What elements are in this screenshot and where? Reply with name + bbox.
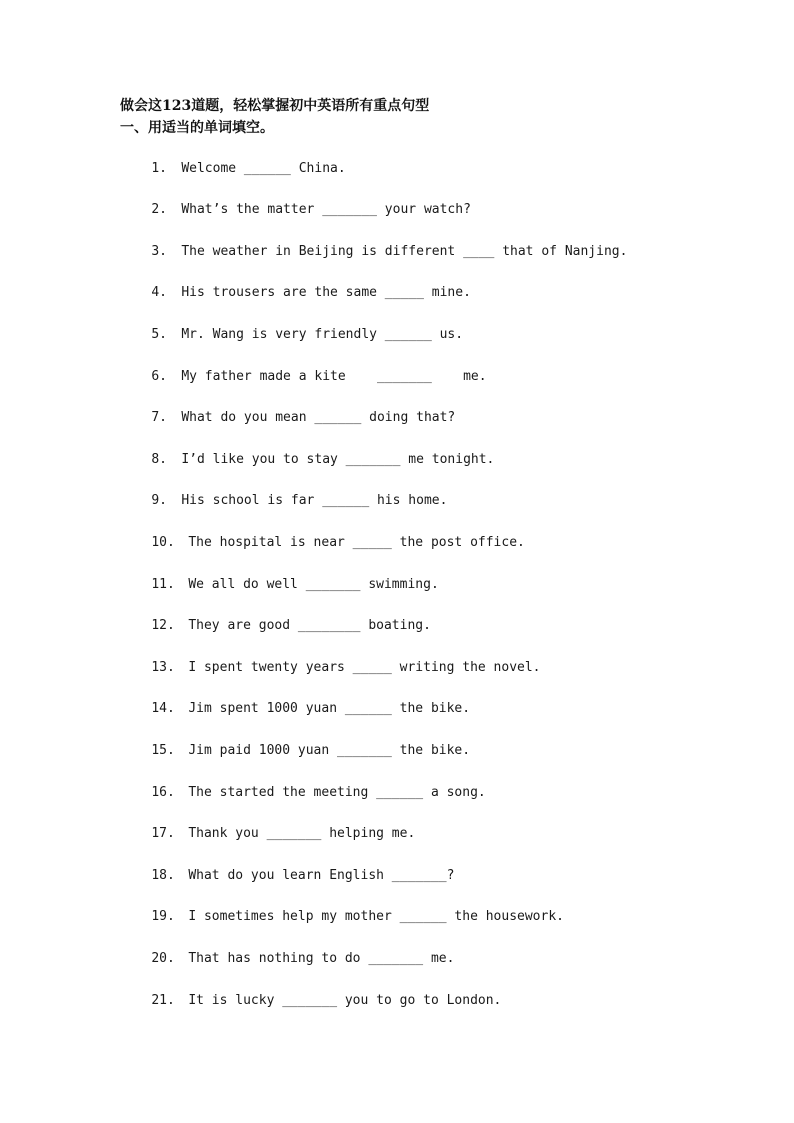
question-text: It is lucky _______ you to go to London. bbox=[188, 993, 502, 1008]
question-number: 14. bbox=[151, 701, 175, 716]
question-text: The hospital is near _____ the post office. bbox=[188, 535, 525, 550]
question-number: 4. bbox=[151, 285, 167, 300]
question-text: His school is far ______ his home. bbox=[181, 493, 448, 508]
question-number: 3. bbox=[151, 244, 167, 259]
question-item bbox=[120, 347, 487, 384]
question-number: 7. bbox=[151, 410, 167, 425]
question-text: I sometimes help my mother ______ the housework. bbox=[188, 909, 564, 924]
question-number: 12. bbox=[151, 618, 175, 633]
question-item bbox=[120, 222, 628, 259]
question-text: The weather in Beijing is different ____ that of Nanjing. bbox=[181, 244, 628, 259]
question-item bbox=[120, 638, 541, 675]
question-number: 11. bbox=[151, 577, 175, 592]
question-number: 18. bbox=[151, 868, 175, 883]
question-text: I’d like you to stay _______ me tonight. bbox=[181, 452, 495, 467]
question-text: What do you mean ______ doing that? bbox=[181, 410, 456, 425]
question-text: We all do well _______ swimming. bbox=[188, 577, 439, 592]
question-item bbox=[120, 846, 455, 883]
question-text: Jim paid 1000 yuan _______ the bike. bbox=[188, 743, 471, 758]
question-text: They are good ________ boating. bbox=[188, 618, 431, 633]
question-number: 21. bbox=[151, 993, 175, 1008]
question-number: 15. bbox=[151, 743, 175, 758]
question-text: Thank you _______ helping me. bbox=[188, 826, 416, 841]
question-text: What do you learn English _______? bbox=[188, 868, 455, 883]
question-item bbox=[120, 180, 471, 217]
question-item bbox=[120, 513, 525, 550]
question-text: His trousers are the same _____ mine. bbox=[181, 285, 471, 300]
question-item bbox=[120, 804, 416, 841]
question-text: My father made a kite _______ me. bbox=[181, 369, 487, 384]
question-item bbox=[120, 971, 502, 1008]
question-item bbox=[120, 305, 464, 342]
question-text: Mr. Wang is very friendly ______ us. bbox=[181, 327, 464, 342]
question-text: The started the meeting ______ a song. bbox=[188, 785, 486, 800]
question-item bbox=[120, 388, 456, 425]
question-text: I spent twenty years _____ writing the novel. bbox=[188, 660, 541, 675]
question-number: 17. bbox=[151, 826, 175, 841]
question-item bbox=[120, 471, 448, 508]
question-number: 13. bbox=[151, 660, 175, 675]
question-item bbox=[120, 721, 471, 758]
question-number: 9. bbox=[151, 493, 167, 508]
question-item bbox=[120, 929, 455, 966]
question-number: 16. bbox=[151, 785, 175, 800]
question-item bbox=[120, 679, 471, 716]
question-item bbox=[120, 263, 471, 300]
question-text: Jim spent 1000 yuan ______ the bike. bbox=[188, 701, 471, 716]
question-item bbox=[120, 430, 495, 467]
question-item bbox=[120, 763, 486, 800]
question-number: 1. bbox=[151, 161, 167, 176]
question-item bbox=[120, 555, 439, 592]
question-text: Welcome ______ China. bbox=[181, 161, 346, 176]
question-number: 2. bbox=[151, 202, 167, 217]
question-number: 5. bbox=[151, 327, 167, 342]
question-number: 8. bbox=[151, 452, 167, 467]
question-number: 10. bbox=[151, 535, 175, 550]
question-text: What’s the matter _______ your watch? bbox=[181, 202, 471, 217]
question-number: 20. bbox=[151, 951, 175, 966]
page-title: 做会这123道题，轻松掌握初中英语所有重点句型 bbox=[120, 98, 430, 114]
question-number: 19. bbox=[151, 909, 175, 924]
question-number: 6. bbox=[151, 369, 167, 384]
question-item bbox=[120, 139, 346, 176]
question-text: That has nothing to do _______ me. bbox=[188, 951, 455, 966]
question-item bbox=[120, 596, 431, 633]
section-heading: 一、用适当的单词填空。 bbox=[120, 120, 274, 136]
question-item bbox=[120, 887, 564, 924]
